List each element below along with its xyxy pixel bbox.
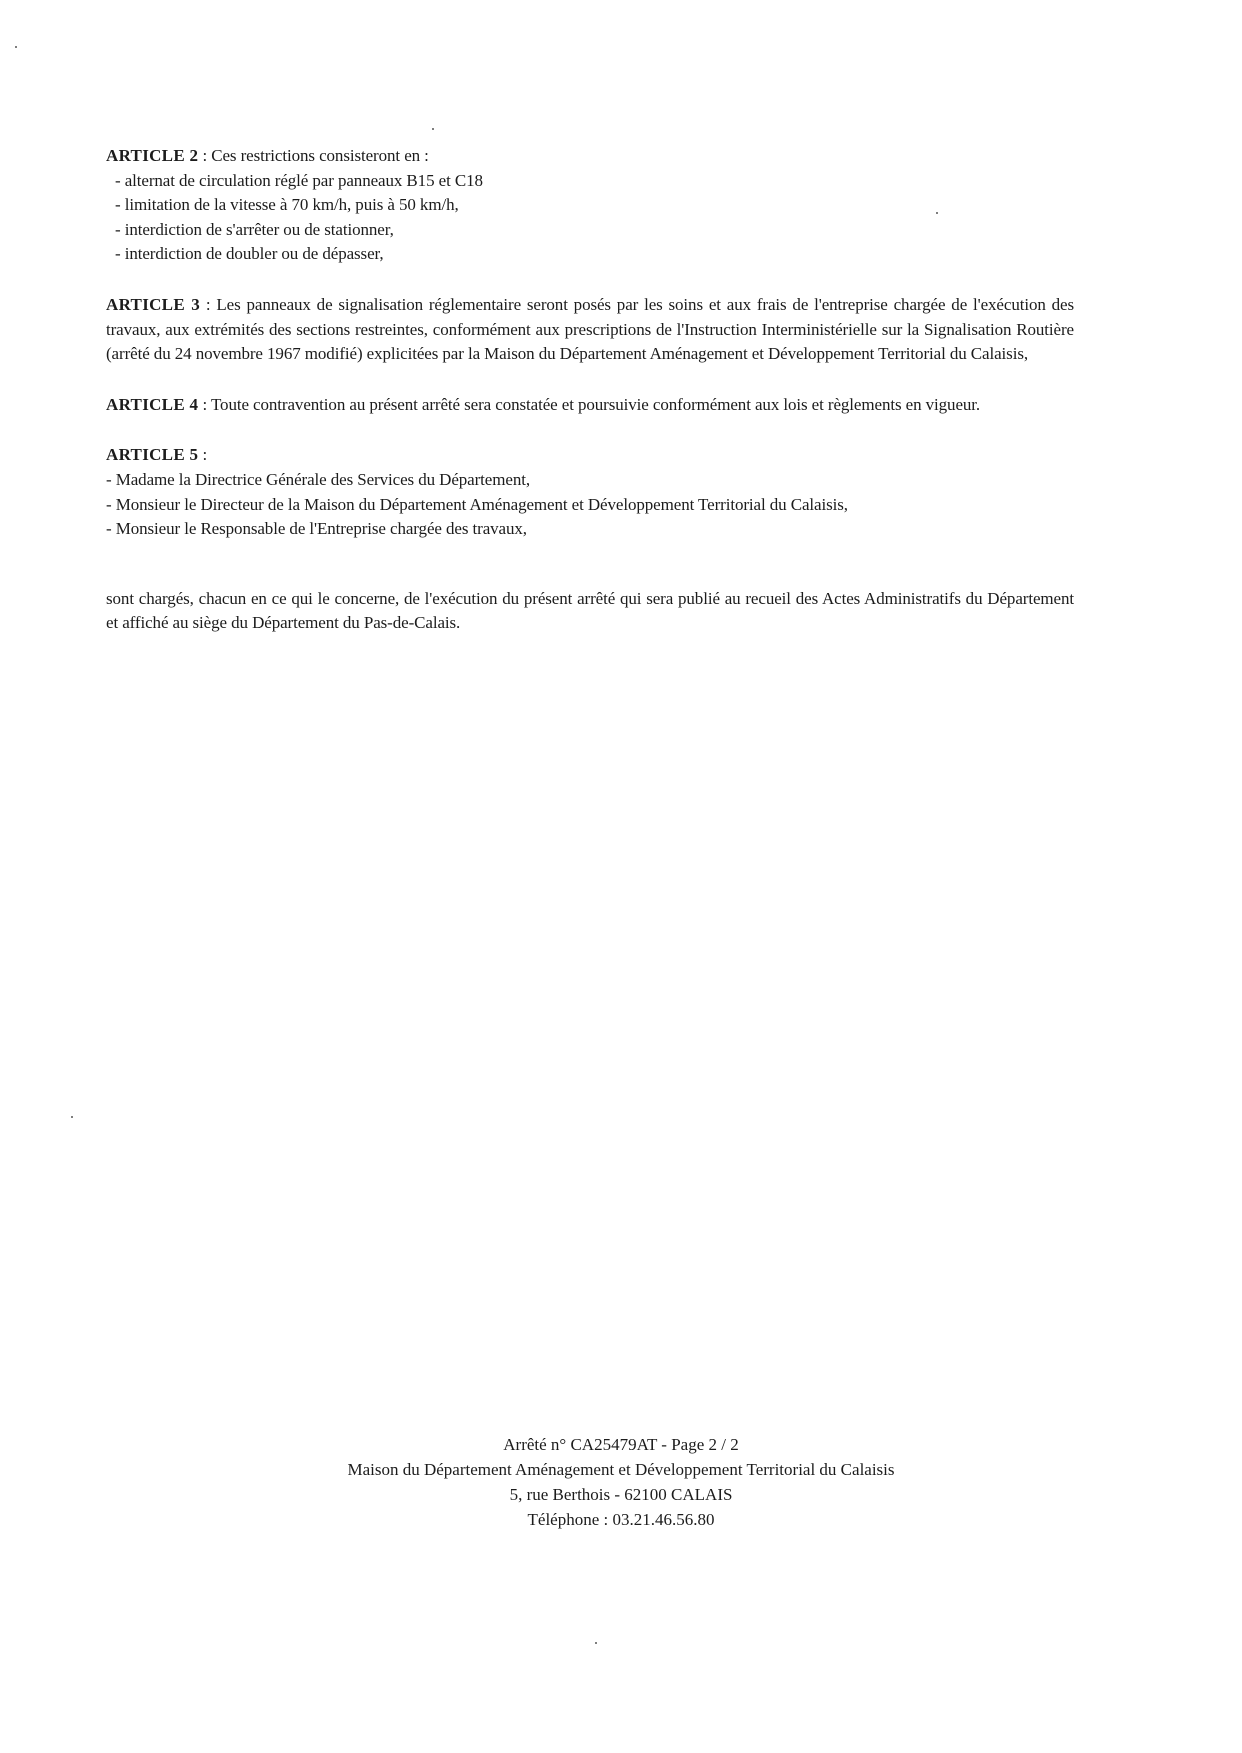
article-2-list: [106, 169, 1074, 267]
document-body: [106, 144, 1074, 636]
list-item: - Madame la Directrice Générale des Services du Département,: [106, 469, 530, 489]
article-5-closing: sont chargés, chacun en ce qui le concerne, de l'exécution du présent arrêté qui sera publié au recueil des Actes Administratifs du Département et affiché au siège du Département du Pas-de-Calais.: [106, 588, 1074, 633]
article-4-text: : Toute contravention au présent arrêté sera constatée et poursuivie conformément aux lois et règlements en vigueur.: [198, 394, 981, 414]
page-footer: [0, 1432, 1242, 1532]
article-4: [106, 393, 1074, 418]
footer-phone: Téléphone : 03.21.46.56.80: [527, 1510, 715, 1529]
scan-speck: [71, 1116, 73, 1118]
article-5-list: [106, 468, 1074, 542]
scan-speck: [15, 46, 17, 48]
list-item: - Monsieur le Directeur de la Maison du Département Aménagement et Développement Territorial du Calaisis,: [106, 494, 848, 514]
article-2-label: ARTICLE 2: [106, 146, 199, 165]
article-3-label: ARTICLE 3: [106, 294, 201, 314]
footer-address: 5, rue Berthois - 62100 CALAIS: [509, 1485, 733, 1504]
article-5-label: ARTICLE 5: [106, 445, 199, 465]
article-3: [106, 293, 1074, 367]
article-5: [106, 443, 1074, 636]
list-item: - interdiction de doubler ou de dépasser,: [115, 244, 384, 264]
footer-organisation: Maison du Département Aménagement et Développement Territorial du Calaisis: [347, 1460, 895, 1479]
scan-speck: [432, 128, 434, 130]
article-3-text: : Les panneaux de signalisation réglementaire seront posés par les soins et aux frais de l'entreprise chargée de l'exécution des travaux, aux extrémités des sections restreintes, conformément aux prescriptions de l'Instruction Interministérielle sur la Signalisation Routière (arrêté du 24 novembre 1967 modifié) explicitées par la Maison du Département Aménagement et Développement Territorial du Calaisis,: [106, 294, 1074, 364]
article-4-label: ARTICLE 4: [106, 394, 199, 414]
scan-speck: [595, 1642, 597, 1644]
list-item: - alternat de circulation réglé par panneaux B15 et C18: [115, 170, 483, 190]
list-item: - limitation de la vitesse à 70 km/h, puis à 50 km/h,: [115, 195, 459, 215]
list-item: - Monsieur le Responsable de l'Entreprise chargée des travaux,: [106, 519, 527, 539]
article-2-intro: : Ces restrictions consisteront en :: [198, 146, 429, 165]
footer-reference: Arrêté n° CA25479AT - Page 2 / 2: [503, 1435, 739, 1454]
article-5-intro: :: [198, 445, 208, 465]
list-item: - interdiction de s'arrêter ou de stationner,: [115, 219, 394, 239]
article-2: [106, 144, 1074, 267]
